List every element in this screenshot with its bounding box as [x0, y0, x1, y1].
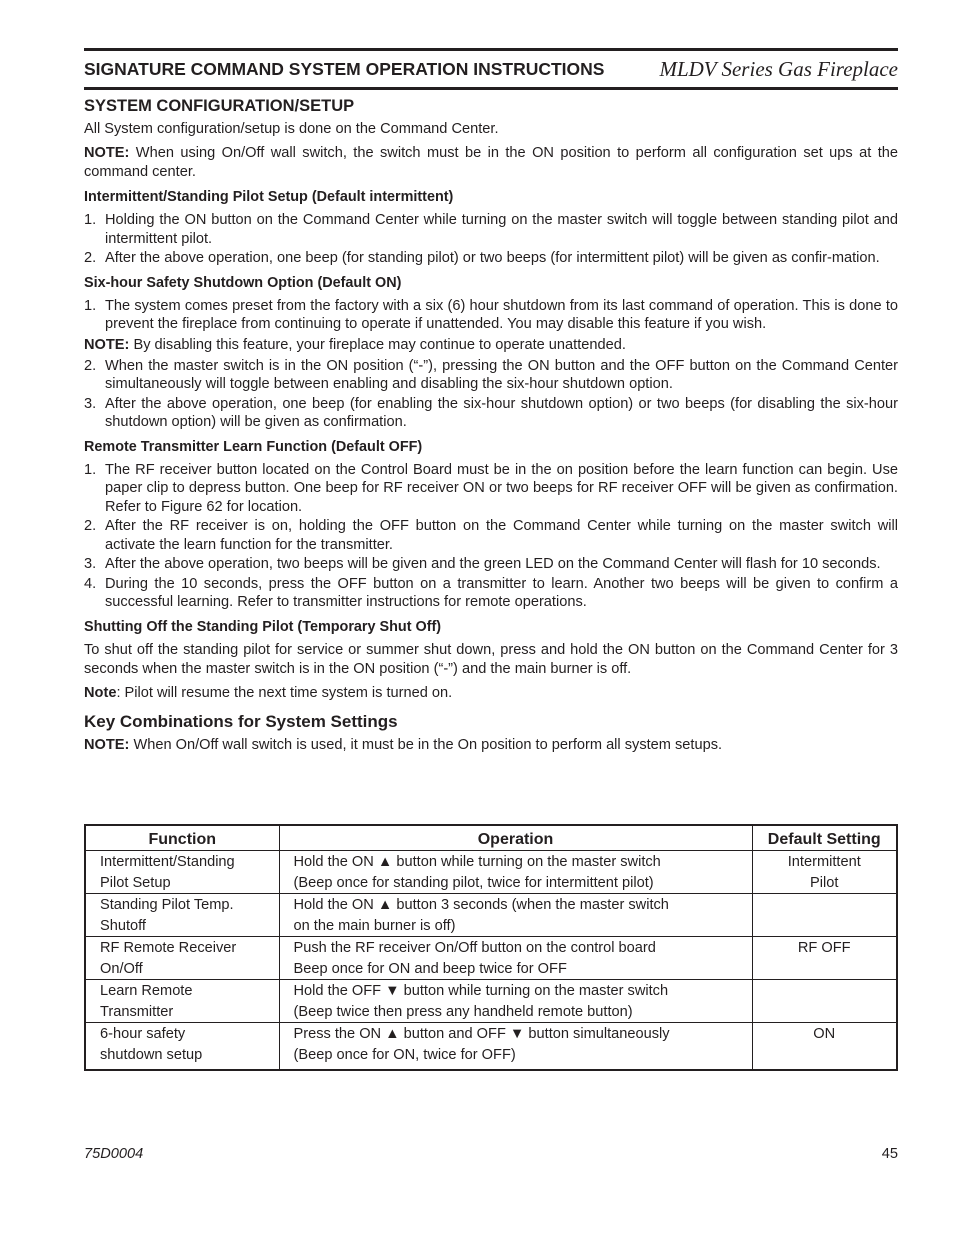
- cell-operation: Push the RF receiver On/Off button on the control board Beep once for ON and beep twice for OFF: [279, 937, 752, 980]
- cell-operation: Press the ON ▲ button and OFF ▼ button simultaneously (Beep once for ON, twice for OFF): [279, 1023, 752, 1071]
- list-item: 1. Holding the ON button on the Command Center while turning on the master switch will toggle between standing pilot and intermittent pilot.: [84, 212, 898, 247]
- list-item: 3. After the above operation, two beeps will be given and the green LED on the Command Center will flash for 10 seconds.: [84, 556, 881, 572]
- header-title: SIGNATURE COMMAND SYSTEM OPERATION INSTRUCTIONS: [84, 58, 605, 79]
- header-default-setting: Default Setting: [752, 825, 897, 851]
- cell-operation: Hold the ON ▲ button while turning on the master switch (Beep once for standing pilot, twice for intermittent pilot): [279, 851, 752, 894]
- cell-function: 6-hour safety shutdown setup: [85, 1023, 279, 1071]
- cell-function: Standing Pilot Temp. Shutoff: [85, 894, 279, 937]
- list-item: 2. When the master switch is in the ON position (“-”), pressing the ON button and the OFF button on the Command Center simultaneously will toggle between enabling and disabling the six-hour shutdown option.: [84, 357, 898, 392]
- remote-learn-title: Remote Transmitter Learn Function (Default OFF): [84, 438, 423, 455]
- page-footer: [84, 1146, 898, 1162]
- document-number: 75D0004: [84, 1146, 144, 1162]
- note-pilot-resume: Note: Pilot will resume the next time system is turned on.: [84, 684, 453, 701]
- shutoff-title: Shutting Off the Standing Pilot (Temporary Shut Off): [84, 618, 442, 635]
- note-wall-switch: NOTE: When using On/Off wall switch, the switch must be in the ON position to perform all configuration set ups at the command center.: [84, 145, 898, 180]
- shutdown-title: Six-hour Safety Shutdown Option (Default ON): [84, 274, 402, 291]
- cell-operation: Hold the ON ▲ button 3 seconds (when the master switch on the main burner is off): [279, 894, 752, 937]
- intro-paragraph: All System configuration/setup is done on the Command Center.: [84, 121, 499, 137]
- shutdown-steps-cont: [84, 357, 898, 432]
- shutdown-steps: [84, 297, 898, 334]
- key-combinations-table: [84, 824, 898, 1071]
- table-row: [85, 1023, 897, 1071]
- cell-function: Intermittent/Standing Pilot Setup: [85, 851, 279, 894]
- list-item: 3. After the above operation, one beep (for enabling the six-hour shutdown option) or two beeps (for disabling the six-hour shutdown option) will be given as confirmation.: [84, 395, 898, 430]
- cell-default: ON: [752, 1023, 897, 1071]
- cell-default: Intermittent Pilot: [752, 851, 897, 894]
- cell-operation: Hold the OFF ▼ button while turning on the master switch (Beep twice then press any handheld remote button): [279, 980, 752, 1023]
- note-shutdown: NOTE: By disabling this feature, your fireplace may continue to operate unattended.: [84, 336, 626, 353]
- table-row: [85, 894, 897, 937]
- list-item: 1. The RF receiver button located on the Control Board must be in the on position before the learn function can begin. Use paper clip to depress button. One beep for RF receiver ON or two beeps for RF receiver OFF will be given as confirmation. Refer to Figure 62 for location.: [84, 461, 898, 515]
- cell-function: RF Remote Receiver On/Off: [85, 937, 279, 980]
- list-item: 2. After the above operation, one beep (for standing pilot) or two beeps (for intermittent pilot) will be given as confir-mation.: [84, 250, 880, 266]
- header-operation: Operation: [279, 825, 752, 851]
- remote-learn-steps: [84, 461, 898, 612]
- manual-page: [84, 48, 898, 1063]
- page-header: [84, 48, 898, 90]
- header-product: MLDV Series Gas Fireplace: [659, 56, 898, 81]
- page-number: 45: [881, 1146, 898, 1162]
- table-row: [85, 851, 897, 894]
- table-row: [85, 937, 897, 980]
- cell-function: Learn Remote Transmitter: [85, 980, 279, 1023]
- header-function: Function: [85, 825, 279, 851]
- list-item: 2. After the RF receiver is on, holding the OFF button on the Command Center while turning on the master switch will activate the learn function for the transmitter.: [84, 518, 898, 553]
- list-item: 4. During the 10 seconds, press the OFF button on a transmitter to learn. Another two beeps will be given to confirm a successful learning. Refer to transmitter instructions for remote operations.: [84, 575, 898, 610]
- shutoff-paragraph: To shut off the standing pilot for service or summer shut down, press and hold the ON button on the Command Center for 3 seconds when the master switch is in the ON position (“-”) and the main burner is off.: [84, 641, 898, 677]
- key-combinations-title: Key Combinations for System Settings: [84, 711, 398, 731]
- list-item: 1. The system comes preset from the factory with a six (6) hour shutdown from its last command of operation. This is done to prevent the fireplace from continuing to operate if unattended. You may disable this feature if you wish.: [84, 297, 898, 332]
- cell-default: [752, 980, 897, 1023]
- pilot-setup-steps: [84, 211, 898, 268]
- table-header-row: [85, 825, 897, 851]
- pilot-setup-title: Intermittent/Standing Pilot Setup (Default intermittent): [84, 189, 454, 205]
- table-row: [85, 980, 897, 1023]
- note-key-combinations: NOTE: When On/Off wall switch is used, it must be in the On position to perform all system setups.: [84, 736, 723, 753]
- cell-default: RF OFF: [752, 937, 897, 980]
- section-title: SYSTEM CONFIGURATION/SETUP: [84, 97, 355, 115]
- cell-default: [752, 894, 897, 937]
